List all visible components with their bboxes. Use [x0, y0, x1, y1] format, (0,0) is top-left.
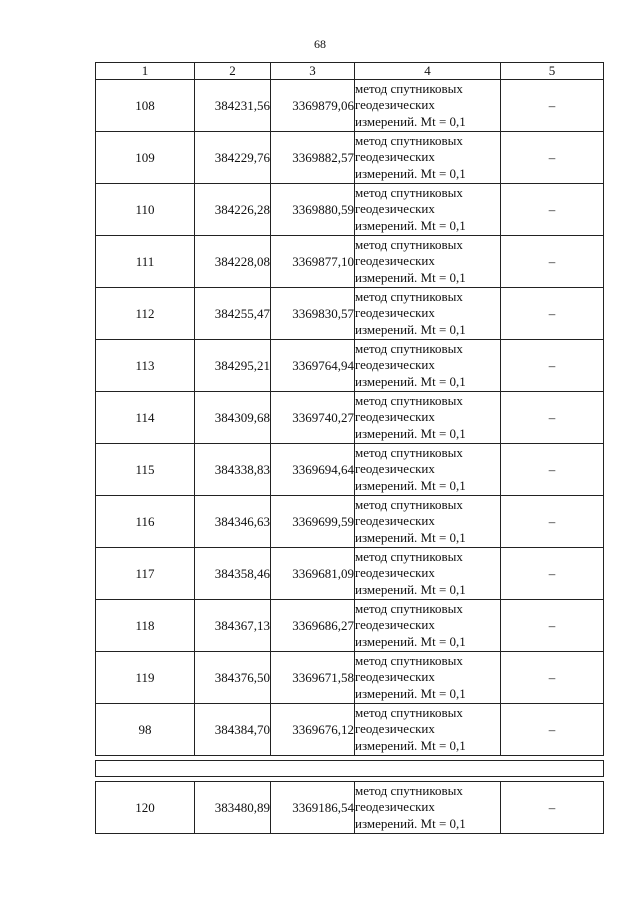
method-text-line: метод спутниковых	[355, 704, 463, 720]
x-coordinate-cell: 384309,68	[195, 392, 271, 444]
y-coordinate-cell: 3369676,12	[271, 704, 355, 756]
method-text-line: геодезических	[355, 799, 435, 815]
method-text-line: метод спутниковых	[355, 340, 463, 356]
method-text-line: метод спутниковых	[355, 444, 463, 460]
x-coordinate-cell: 384295,21	[195, 340, 271, 392]
method-text-line: геодезических	[355, 565, 435, 581]
method-text-line: измерений. Mt = 0,1	[355, 321, 466, 337]
x-coordinate-cell: 384226,28	[195, 184, 271, 236]
method-text-line: геодезических	[355, 305, 435, 321]
method-cell	[355, 236, 501, 288]
header-col-5: 5	[501, 63, 604, 80]
method-cell	[355, 80, 501, 132]
point-cell: 109	[96, 132, 195, 184]
x-coordinate-cell: 384358,46	[195, 548, 271, 600]
note-cell: –	[501, 340, 604, 392]
note-cell: –	[501, 496, 604, 548]
method-text-line: измерений. Mt = 0,1	[355, 815, 466, 831]
method-cell	[355, 288, 501, 340]
note-cell: –	[501, 80, 604, 132]
method-cell	[355, 496, 501, 548]
method-text-line: измерений. Mt = 0,1	[355, 633, 466, 649]
method-text-line: измерений. Mt = 0,1	[355, 373, 466, 389]
method-text-line: измерений. Mt = 0,1	[355, 425, 466, 441]
method-text-line: геодезических	[355, 201, 435, 217]
y-coordinate-cell: 3369830,57	[271, 288, 355, 340]
table-row	[96, 288, 604, 340]
note-cell: –	[501, 392, 604, 444]
method-text-line: измерений. Mt = 0,1	[355, 737, 466, 753]
point-cell: 119	[96, 652, 195, 704]
method-cell	[355, 340, 501, 392]
table-row	[96, 496, 604, 548]
note-cell: –	[501, 600, 604, 652]
note-cell: –	[501, 782, 604, 834]
table-row	[96, 184, 604, 236]
x-coordinate-cell: 384228,08	[195, 236, 271, 288]
note-cell: –	[501, 132, 604, 184]
point-cell: 115	[96, 444, 195, 496]
point-cell: 112	[96, 288, 195, 340]
point-cell: 110	[96, 184, 195, 236]
method-text-line: метод спутниковых	[355, 782, 463, 798]
y-coordinate-cell: 3369699,59	[271, 496, 355, 548]
point-cell: 117	[96, 548, 195, 600]
note-cell: –	[501, 548, 604, 600]
x-coordinate-cell: 383480,89	[195, 782, 271, 834]
note-cell: –	[501, 444, 604, 496]
header-col-3: 3	[271, 63, 355, 80]
x-coordinate-cell: 384376,50	[195, 652, 271, 704]
table-row	[96, 444, 604, 496]
y-coordinate-cell: 3369764,94	[271, 340, 355, 392]
method-text-line: измерений. Mt = 0,1	[355, 217, 466, 233]
y-coordinate-cell: 3369186,54	[271, 782, 355, 834]
point-cell: 120	[96, 782, 195, 834]
header-col-2: 2	[195, 63, 271, 80]
method-text-line: геодезических	[355, 409, 435, 425]
header-col-4: 4	[355, 63, 501, 80]
table-row	[96, 600, 604, 652]
method-text-line: геодезических	[355, 357, 435, 373]
method-cell	[355, 782, 501, 834]
x-coordinate-cell: 384346,63	[195, 496, 271, 548]
method-cell	[355, 652, 501, 704]
table-row	[96, 782, 604, 834]
method-cell	[355, 444, 501, 496]
method-text-line: измерений. Mt = 0,1	[355, 529, 466, 545]
method-cell	[355, 392, 501, 444]
method-text-line: метод спутниковых	[355, 184, 463, 200]
x-coordinate-cell: 384231,56	[195, 80, 271, 132]
method-text-line: геодезических	[355, 513, 435, 529]
method-text-line: метод спутниковых	[355, 80, 463, 96]
note-cell: –	[501, 236, 604, 288]
x-coordinate-cell: 384229,76	[195, 132, 271, 184]
x-coordinate-cell: 384255,47	[195, 288, 271, 340]
method-cell	[355, 184, 501, 236]
point-cell: 114	[96, 392, 195, 444]
y-coordinate-cell: 3369882,57	[271, 132, 355, 184]
method-cell	[355, 704, 501, 756]
method-text-line: геодезических	[355, 669, 435, 685]
method-text-line: геодезических	[355, 97, 435, 113]
method-text-line: метод спутниковых	[355, 496, 463, 512]
point-cell: 111	[96, 236, 195, 288]
point-cell: 108	[96, 80, 195, 132]
table-row	[96, 132, 604, 184]
header-col-1: 1	[96, 63, 195, 80]
point-cell: 113	[96, 340, 195, 392]
y-coordinate-cell: 3369681,09	[271, 548, 355, 600]
table-row	[96, 652, 604, 704]
method-text-line: метод спутниковых	[355, 600, 463, 616]
method-text-line: геодезических	[355, 721, 435, 737]
method-text-line: метод спутниковых	[355, 652, 463, 668]
page-number: 68	[314, 37, 326, 51]
table-row	[96, 704, 604, 756]
x-coordinate-cell: 384338,83	[195, 444, 271, 496]
y-coordinate-cell: 3369740,27	[271, 392, 355, 444]
point-cell: 118	[96, 600, 195, 652]
y-coordinate-cell: 3369877,10	[271, 236, 355, 288]
table-row	[96, 80, 604, 132]
x-coordinate-cell: 384367,13	[195, 600, 271, 652]
method-text-line: измерений. Mt = 0,1	[355, 685, 466, 701]
note-cell: –	[501, 652, 604, 704]
method-text-line: измерений. Mt = 0,1	[355, 113, 466, 129]
table-spacer-row	[96, 761, 604, 777]
table-header-row	[96, 63, 604, 80]
point-cell: 116	[96, 496, 195, 548]
method-text-line: измерений. Mt = 0,1	[355, 165, 466, 181]
y-coordinate-cell: 3369879,06	[271, 80, 355, 132]
y-coordinate-cell: 3369671,58	[271, 652, 355, 704]
method-cell	[355, 548, 501, 600]
method-text-line: метод спутниковых	[355, 548, 463, 564]
note-cell: –	[501, 288, 604, 340]
method-text-line: метод спутниковых	[355, 288, 463, 304]
method-text-line: геодезических	[355, 149, 435, 165]
method-text-line: измерений. Mt = 0,1	[355, 581, 466, 597]
note-cell: –	[501, 184, 604, 236]
table-row	[96, 392, 604, 444]
point-cell: 98	[96, 704, 195, 756]
y-coordinate-cell: 3369880,59	[271, 184, 355, 236]
note-cell: –	[501, 704, 604, 756]
method-text-line: геодезических	[355, 617, 435, 633]
coordinates-table	[95, 62, 604, 834]
method-cell	[355, 132, 501, 184]
method-text-line: измерений. Mt = 0,1	[355, 477, 466, 493]
method-text-line: метод спутниковых	[355, 132, 463, 148]
table-row	[96, 236, 604, 288]
table-row	[96, 340, 604, 392]
method-text-line: геодезических	[355, 461, 435, 477]
method-text-line: метод спутниковых	[355, 236, 463, 252]
y-coordinate-cell: 3369694,64	[271, 444, 355, 496]
y-coordinate-cell: 3369686,27	[271, 600, 355, 652]
method-text-line: геодезических	[355, 253, 435, 269]
method-cell	[355, 600, 501, 652]
method-text-line: измерений. Mt = 0,1	[355, 269, 466, 285]
x-coordinate-cell: 384384,70	[195, 704, 271, 756]
table-row	[96, 548, 604, 600]
method-text-line: метод спутниковых	[355, 392, 463, 408]
